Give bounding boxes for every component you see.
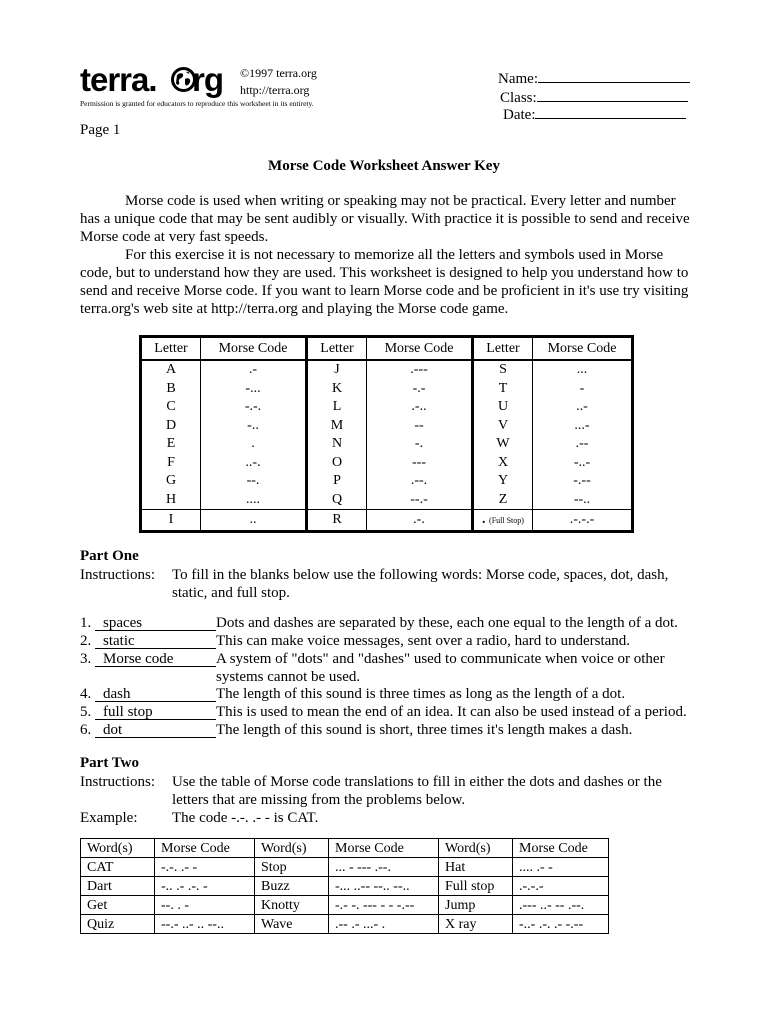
letter-cell	[307, 380, 367, 399]
word-table-row	[81, 915, 609, 934]
morse-cell	[367, 435, 473, 454]
example-label: Example:	[80, 810, 138, 826]
morse-cell: .-- .- ...- .	[329, 915, 439, 934]
morse-text: ...-	[574, 417, 590, 433]
letter-cell	[141, 380, 201, 399]
header-cell: Morse Code	[155, 839, 255, 858]
letter-text: M	[330, 417, 344, 433]
morse-text: --..	[573, 491, 591, 507]
morse-table-row	[141, 491, 633, 510]
word-cell: Get	[81, 896, 155, 915]
header-cell: Morse Code	[201, 337, 307, 361]
morse-cell	[533, 454, 633, 473]
morse-text: -.--	[573, 473, 591, 489]
letter-cell	[473, 398, 533, 417]
header-cell: Letter	[141, 337, 201, 361]
item-definition: A system of "dots" and "dashes" used to communicate when voice or other systems cannot be used.	[216, 651, 665, 685]
letter-cell	[141, 435, 201, 454]
letter-cell	[473, 510, 533, 532]
part-two-instructions: Use the table of Morse code translations to fill in either the dots and dashes or the letters that are missing from the problems below.	[172, 774, 662, 808]
part-two-heading: Part Two	[80, 755, 140, 771]
letter-text: .	[482, 511, 486, 527]
word-table-row	[81, 858, 609, 877]
word-table-row	[81, 877, 609, 896]
morse-table-row	[141, 435, 633, 454]
page-title: Morse Code Worksheet Answer Key	[268, 158, 500, 174]
morse-table-header-row	[141, 337, 633, 361]
morse-cell	[367, 360, 473, 380]
morse-text: .-..	[411, 399, 427, 415]
morse-reference-table	[139, 335, 634, 533]
answer-blank[interactable]: static	[95, 632, 216, 649]
letter-cell	[141, 360, 201, 380]
morse-cell	[201, 435, 307, 454]
word-cell: CAT	[81, 858, 155, 877]
item-number: 2.	[80, 633, 92, 649]
letter-cell	[473, 472, 533, 491]
letter-cell	[141, 491, 201, 510]
letter-text: R	[332, 512, 342, 527]
morse-text: -.-	[412, 380, 426, 396]
morse-text: ..	[249, 512, 257, 527]
item-number: 1.	[80, 615, 92, 631]
morse-cell	[201, 380, 307, 399]
item-definition: This is used to mean the end of an idea. It can also be used instead of a period.	[216, 704, 687, 720]
item-number: 6.	[80, 722, 92, 738]
letter-cell	[307, 454, 367, 473]
morse-cell: -.-. .- -	[155, 858, 255, 877]
letter-text: U	[497, 399, 509, 415]
morse-text: -..	[247, 417, 259, 433]
letter-cell	[307, 435, 367, 454]
letter-text: H	[165, 491, 177, 507]
letter-text: Y	[497, 473, 509, 489]
answer-blank[interactable]: full stop	[95, 703, 216, 720]
morse-text: ..-.	[245, 454, 261, 470]
morse-cell: .... .- -	[513, 858, 609, 877]
word-table-header-row	[81, 839, 609, 858]
name-label: Name:	[498, 71, 538, 87]
answer-blank[interactable]: dash	[95, 685, 216, 702]
intro-paragraph-2	[80, 246, 696, 318]
morse-table-row	[141, 472, 633, 491]
part-two-instructions-label: Instructions:	[80, 774, 155, 790]
date-field[interactable]	[503, 104, 686, 125]
name-field[interactable]	[498, 68, 690, 89]
header-cell: Word(s)	[439, 839, 513, 858]
morse-text: -	[579, 380, 585, 396]
word-table-row	[81, 896, 609, 915]
part-one-instructions: To fill in the blanks below use the following words: Morse code, spaces, dot, dash, static, and full stop.	[172, 567, 669, 601]
item-number: 5.	[80, 704, 92, 720]
word-cell: Jump	[439, 896, 513, 915]
letter-cell	[141, 398, 201, 417]
letter-cell	[141, 417, 201, 436]
morse-table-row	[141, 360, 633, 380]
word-cell: Stop	[255, 858, 329, 877]
morse-text: --.	[246, 473, 260, 489]
answer-blank[interactable]: spaces	[95, 614, 216, 631]
letter-text: C	[166, 399, 176, 415]
morse-text: .--.	[410, 473, 428, 489]
morse-cell: -.. .- .-. -	[155, 877, 255, 896]
morse-cell	[367, 510, 473, 532]
morse-cell: --.- ..- .. --..	[155, 915, 255, 934]
item-definition: Dots and dashes are separated by these, each one equal to the length of a dot.	[216, 615, 678, 631]
intro-paragraph-1-text: Morse code is used when writing or speaking may not be practical. Every letter and number has a unique code that may be sent audibly or visually. With practice it is possible to send and receive Morse code at very fast speeds.	[80, 193, 690, 245]
letter-cell	[473, 435, 533, 454]
logo-text-left: terra.	[80, 61, 157, 98]
letter-cell	[307, 360, 367, 380]
part-one-instructions-label: Instructions:	[80, 567, 155, 583]
morse-table-row	[141, 398, 633, 417]
morse-cell	[367, 380, 473, 399]
letter-text: T	[498, 380, 508, 396]
letter-text: Q	[331, 491, 343, 507]
morse-cell	[201, 454, 307, 473]
morse-text: .--	[575, 436, 589, 452]
full-stop-note: (Full Stop)	[489, 515, 524, 525]
morse-cell	[201, 398, 307, 417]
terra-logo	[80, 61, 236, 100]
header-cell: Morse Code	[513, 839, 609, 858]
letter-text: X	[497, 454, 509, 470]
name-blank[interactable]	[538, 68, 690, 83]
morse-cell	[533, 360, 633, 380]
header-cell: Word(s)	[255, 839, 329, 858]
word-cell: X ray	[439, 915, 513, 934]
letter-text: O	[331, 454, 343, 470]
word-cell: Wave	[255, 915, 329, 934]
letter-cell	[473, 417, 533, 436]
permission-note: Permission is granted for educators to reproduce this worksheet in its entirety.	[80, 99, 314, 108]
morse-cell	[367, 454, 473, 473]
morse-text: .-	[248, 362, 258, 378]
letter-cell	[473, 360, 533, 380]
morse-cell: .-.-.-	[513, 877, 609, 896]
morse-cell	[367, 417, 473, 436]
morse-cell: .--- ..- -- .--.	[513, 896, 609, 915]
morse-text: -..-	[573, 454, 591, 470]
morse-cell	[533, 472, 633, 491]
morse-cell: -.- -. --- - - -.--	[329, 896, 439, 915]
morse-text: -...	[245, 380, 261, 396]
answer-blank[interactable]: dot	[95, 721, 216, 738]
intro-paragraph-1	[80, 192, 696, 246]
letter-text: S	[499, 362, 507, 378]
morse-text: ...	[576, 362, 588, 378]
word-cell: Hat	[439, 858, 513, 877]
morse-cell: --. . -	[155, 896, 255, 915]
letter-cell	[307, 510, 367, 532]
header-cell: Morse Code	[533, 337, 633, 361]
item-definition: The length of this sound is short, three times it's length makes a dash.	[216, 722, 633, 738]
item-number: 3.	[80, 651, 92, 667]
morse-table-row	[141, 417, 633, 436]
morse-text: .-.	[413, 512, 425, 527]
letter-cell	[141, 454, 201, 473]
intro-paragraph-2-text: For this exercise it is not necessary to memorize all the letters and symbols used in Morse code, but to understand how they are used. This worksheet is designed to help you understand how to send and receive Morse code. If you want to learn Morse code and be proficient in it's use try visiting terra.org's web site at http://terra.org and playing the Morse code game.	[80, 247, 689, 317]
word-cell: Full stop	[439, 877, 513, 896]
letter-cell	[473, 491, 533, 510]
word-cell: Knotty	[255, 896, 329, 915]
part-one-heading: Part One	[80, 548, 139, 564]
item-number: 4.	[80, 686, 92, 702]
morse-cell	[367, 398, 473, 417]
morse-table-row	[141, 454, 633, 473]
letter-text: D	[165, 417, 177, 433]
word-cell: Quiz	[81, 915, 155, 934]
class-blank[interactable]	[537, 87, 688, 102]
header-cell: Morse Code	[329, 839, 439, 858]
morse-cell	[201, 510, 307, 532]
example-text: The code -.-. .- - is CAT.	[172, 810, 319, 826]
morse-cell	[367, 491, 473, 510]
morse-table-row	[141, 510, 633, 532]
header-cell: Word(s)	[81, 839, 155, 858]
letter-text: V	[497, 417, 509, 433]
morse-cell	[201, 491, 307, 510]
morse-cell	[201, 417, 307, 436]
letter-cell	[473, 454, 533, 473]
letter-text: L	[332, 399, 342, 415]
date-blank[interactable]	[535, 104, 686, 119]
item-definition: This can make voice messages, sent over a radio, hard to understand.	[216, 633, 631, 649]
header-cell: Morse Code	[367, 337, 473, 361]
answer-blank[interactable]: Morse code	[95, 650, 216, 667]
morse-cell	[533, 380, 633, 399]
letter-text: F	[167, 454, 175, 470]
word-cell: Dart	[81, 877, 155, 896]
letter-cell	[307, 417, 367, 436]
letter-text: E	[166, 436, 176, 452]
letter-cell	[307, 472, 367, 491]
morse-text: .---	[410, 362, 428, 378]
letter-text: B	[166, 380, 176, 396]
site-url: http://terra.org	[240, 83, 310, 97]
morse-text: .-.-.-	[569, 512, 595, 527]
morse-text: ....	[246, 491, 260, 507]
morse-cell	[533, 491, 633, 510]
letter-cell	[141, 510, 201, 532]
class-label: Class:	[500, 90, 537, 106]
letter-cell	[141, 472, 201, 491]
logo-text-right: rg	[192, 61, 223, 98]
letter-text: J	[334, 362, 340, 378]
morse-cell	[201, 360, 307, 380]
header-cell: Letter	[307, 337, 367, 361]
word-cell: Buzz	[255, 877, 329, 896]
letter-text: W	[496, 436, 510, 452]
letter-text: P	[333, 473, 341, 489]
morse-text: -.	[414, 436, 424, 452]
word-translation-table	[80, 838, 609, 934]
date-label: Date:	[503, 107, 536, 123]
copyright-text: ©1997 terra.org	[240, 66, 317, 80]
morse-cell: -..- .-. .- -.--	[513, 915, 609, 934]
morse-text: ..-	[576, 399, 588, 415]
morse-text: --.-	[410, 491, 428, 507]
morse-cell	[533, 435, 633, 454]
letter-cell	[307, 491, 367, 510]
morse-text: ---	[412, 454, 426, 470]
letter-text: A	[165, 362, 177, 378]
letter-text: N	[331, 436, 343, 452]
morse-cell	[201, 472, 307, 491]
letter-text: I	[168, 512, 174, 527]
page-label: Page 1	[80, 122, 121, 138]
letter-cell	[307, 398, 367, 417]
morse-table-row	[141, 380, 633, 399]
morse-cell	[533, 417, 633, 436]
morse-cell	[533, 398, 633, 417]
header-cell: Letter	[473, 337, 533, 361]
item-definition: The length of this sound is three times as long as the length of a dot.	[216, 686, 626, 702]
morse-text: --	[414, 417, 424, 433]
morse-cell	[367, 472, 473, 491]
letter-text: K	[331, 380, 343, 396]
morse-text: .	[251, 436, 255, 452]
morse-cell: -... ..-- --.. --..	[329, 877, 439, 896]
morse-cell: ... - --- .--.	[329, 858, 439, 877]
morse-text: -.-.	[244, 399, 262, 415]
letter-cell	[473, 380, 533, 399]
letter-text: Z	[498, 491, 508, 507]
morse-cell	[533, 510, 633, 532]
letter-text: G	[165, 473, 177, 489]
